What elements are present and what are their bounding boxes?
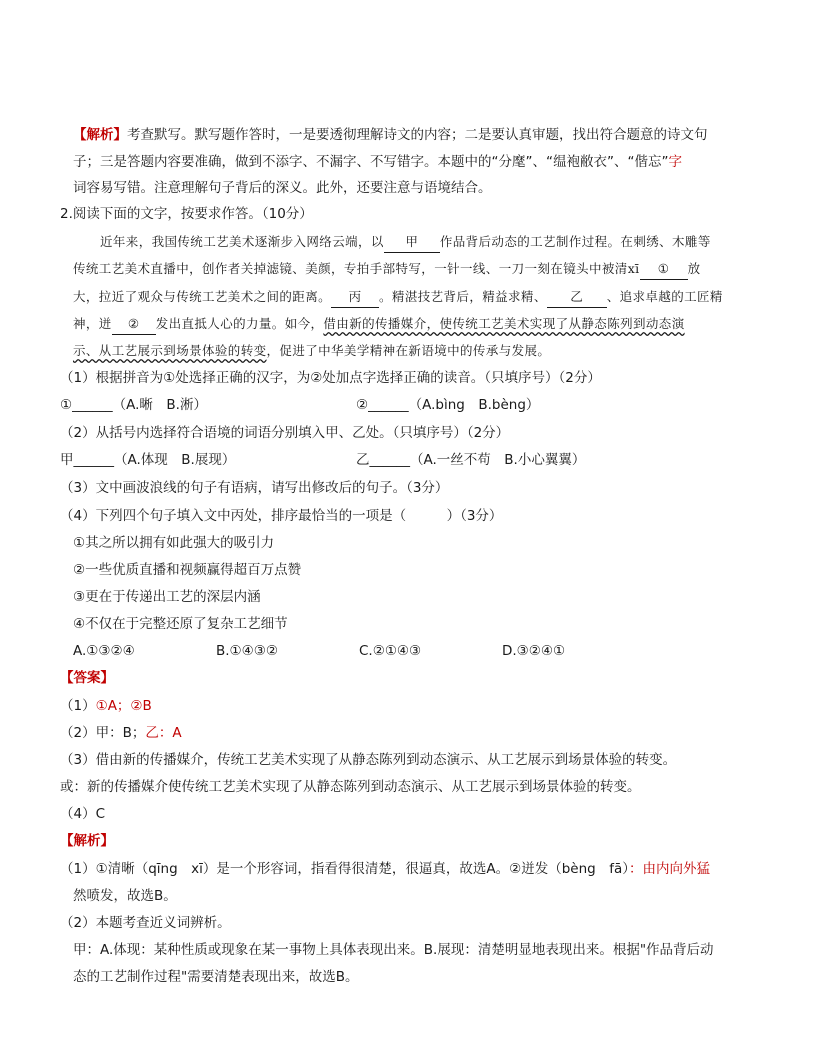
sentence-4: ④不仅在于完整还原了复杂工艺细节 [73,616,288,632]
analysis2-line3: （2）本题考查近义词辨析。 [60,915,231,931]
subquestion-1-options: ①______（A.晰 B.淅） ②______（A.bìng B.bèng） [60,397,540,413]
analysis2-line5: 态的工艺制作过程"需要清楚表现出来，故选B。 [73,969,359,985]
choice-options [73,641,745,661]
analysis-tag: 【解析】 [73,127,127,143]
answer-tag: 【答案】 [60,670,114,686]
answer-tag-line [60,668,732,688]
passage-line5: 示、从工艺展示到场景体验的转变，促进了中华美学精神在新语境中的传承与发展。 [73,343,551,358]
blank-1: ① [640,259,688,280]
sentence-3: ③更在于传递出工艺的深层内涵 [73,589,261,605]
choice-b: B.①④③② [216,643,278,659]
choice-c: C.②①④③ [359,643,422,659]
subquestion-2-options: 甲______（A.体现 B.展现） 乙______（A.一丝不苟 B.小心翼翼） [60,452,586,468]
analysis2-line4: 甲：A.体现：某种性质或现象在某一事物上具体表现出来。B.展现：清楚明显地表现出来。根据"作品背后动 [73,942,714,958]
choice-d: D.③②④① [502,643,566,659]
wavy-sentence-part2: 示、从工艺展示到场景体验的转变 [73,343,267,358]
subquestion-2: （2）从括号内选择符合语境的词语分别填入甲、乙处。（只填序号）（2分） [60,425,510,441]
subquestion-1: （1）根据拼音为①处选择正确的汉字，为②处加点字选择正确的读音。（只填序号）（2分） [60,370,601,386]
blank-2: ② [112,314,156,335]
analysis2-line1: （1）①清晰（qīng xī）是一个形容词，指看得很清楚，很逼真，故选A。②迸发（bèng fā）：由内向外猛 [60,861,710,877]
passage-line2: 传统工艺美术直播中，创作者关掉滤镜、美颜，专拍手部特写，一针一线、一刀一刻在镜头中被清xī ① 放 [73,259,745,280]
sentence-1: ①其之所以拥有如此强大的吸引力 [73,535,275,551]
subquestion-3: （3）文中画波浪线的句子有语病，请写出修改后的句子。（3分） [60,480,449,496]
answer-4: （4）C [60,806,106,822]
sentence-2: ②一些优质直播和视频赢得超百万点赞 [73,562,302,578]
analysis1-line1: 【解析】考查默写。默写题作答时，一是要透彻理解诗文的内容；二是要认真审题，找出符合题意的诗文句 [73,127,708,143]
blank-jia: 甲 [384,232,440,253]
analysis2-tag-line [60,831,732,851]
passage-line1: 近年来，我国传统工艺美术逐渐步入网络云端，以 甲 作品背后动态的工艺制作过程。在刺绣、木雕等 [100,232,772,253]
subquestion-4: （4）下列四个句子填入文中丙处，排序最恰当的一项是（ ）（3分） [60,508,503,524]
question-title: 2.阅读下面的文字，按要求作答。（10分） [60,206,313,222]
answer-3-alt: 或：新的传播媒介使传统工艺美术实现了从静态陈列到动态演示、从工艺展示到场景体验的转变。 [60,779,641,795]
answer-2: （2）甲：B；乙：A [60,725,182,741]
choice-a: A.①③②④ [73,643,135,659]
analysis2-line2: 然喷发，故选B。 [73,888,177,904]
passage-line4: 神，迸 ② 发出直抵人心的力量。如今，借由新的传播媒介，使传统工艺美术实现了从静态陈列到动态演 [73,314,745,335]
answer-3: （3）借由新的传播媒介，传统工艺美术实现了从静态陈列到动态演示、从工艺展示到场景体验的转变。 [60,752,677,768]
analysis1-line3: 词容易写错。注意理解句子背后的深义。此外，还要注意与语境结合。 [73,180,492,196]
wavy-sentence-part1: 借由新的传播媒介，使传统工艺美术实现了从静态陈列到动态演 [323,316,685,331]
blank-yi: 乙 [547,287,607,308]
analysis1-line2: 子；三是答题内容要准确，做到不添字、不漏字、不写错字。本题中的“分麾”、“缊袍敝衣”、“偕忘”字 [73,154,682,170]
answer-1: （1）①A；②B [60,698,152,714]
passage-line3: 大，拉近了观众与传统工艺美术之间的距离。 丙 。精湛技艺背后，精益求精、 乙 、追求卓越的工匠精 [73,287,745,308]
analysis-tag: 【解析】 [60,833,114,849]
blank-bing: 丙 [331,287,379,308]
